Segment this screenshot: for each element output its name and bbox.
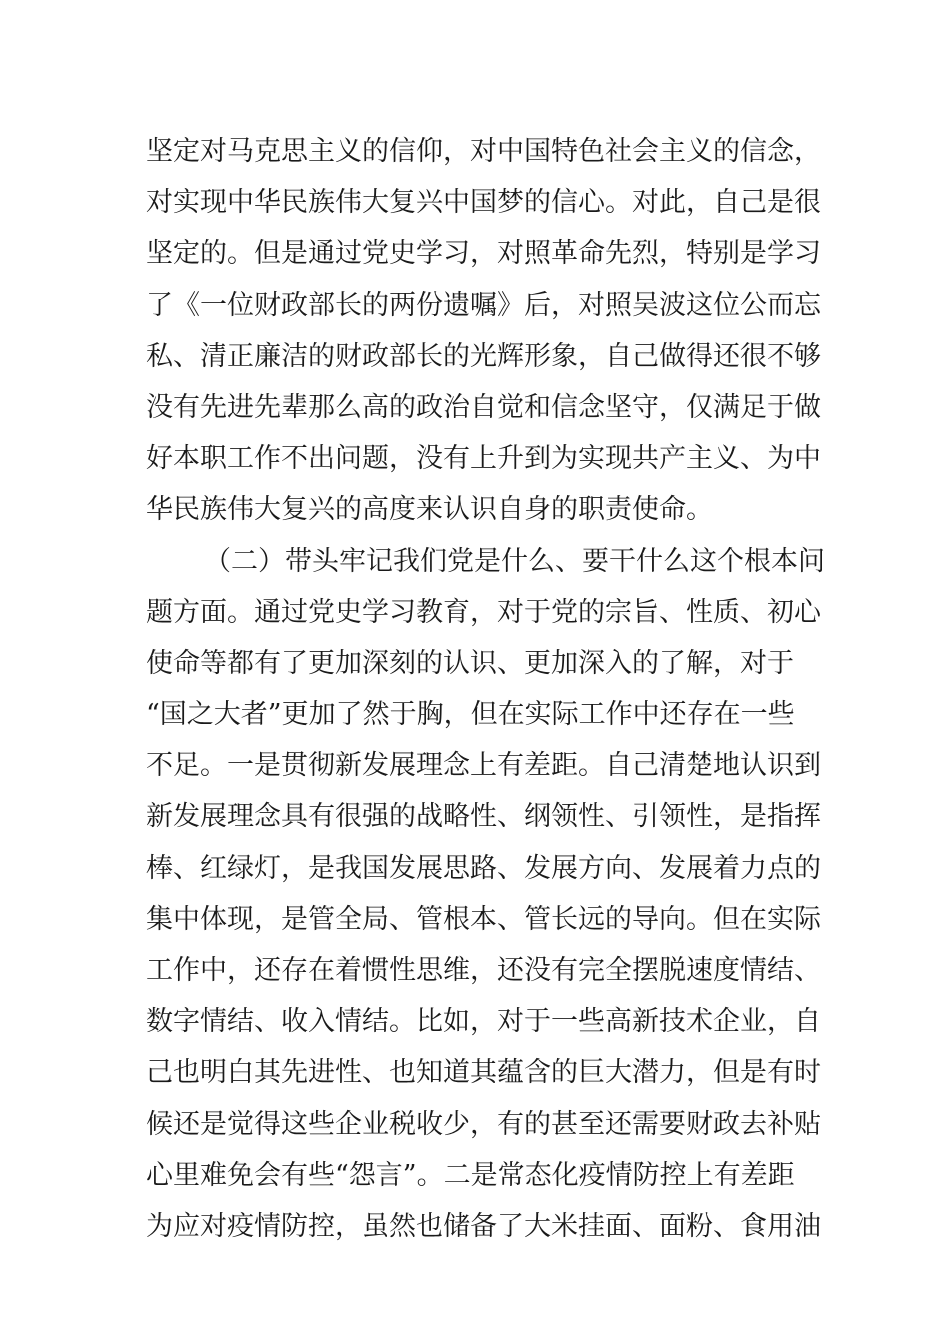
text-line: 好本职工作不出问题，没有上升到为实现共产主义、为中 (146, 443, 821, 475)
text-line: 候还是觉得这些企业税收少，有的甚至还需要财政去补贴 (146, 1108, 821, 1140)
text-line: 坚定对马克思主义的信仰，对中国特色社会主义的信念， (146, 136, 821, 167)
text-line: 华民族伟大复兴的高度来认识自身的职责使命。 (146, 494, 713, 526)
body-text (146, 126, 825, 1252)
text-line: 工作中，还存在着惯性思维，还没有完全摆脱速度情结、 (146, 955, 821, 986)
text-line: 坚定的。但是通过党史学习，对照革命先烈，特别是学习 (146, 238, 821, 270)
text-line: 对实现中华民族伟大复兴中国梦的信心。对此，自己是很 (146, 187, 821, 219)
text-line: 新发展理念具有很强的战略性、纲领性、引领性，是指挥 (146, 801, 821, 833)
text-line: 没有先进先辈那么高的政治自觉和信念坚守，仅满足于做 (146, 391, 821, 423)
text-line: 棒、红绿灯，是我国发展思路、发展方向、发展着力点的 (146, 852, 821, 884)
text-line: “国之大者”更加了然于胸，但在实际工作中还存在一些 (146, 699, 795, 731)
text-line: 不足。一是贯彻新发展理念上有差距。自己清楚地认识到 (146, 750, 821, 782)
text-line: 数字情结、收入情结。比如，对于一些高新技术企业，自 (146, 1006, 821, 1038)
text-line: 使命等都有了更加深刻的认识、更加深入的了解，对于 (146, 647, 794, 679)
text-line: 私、清正廉洁的财政部长的光辉形象，自己做得还很不够 (146, 340, 821, 372)
text-line: 己也明白其先进性、也知道其蕴含的巨大潜力，但是有时 (146, 1057, 821, 1089)
text-line: 心里难免会有些“怨言”。二是常态化疫情防控上有差距 (146, 1159, 795, 1191)
section-heading-line: （二）带头牢记我们党是什么、要干什么这个根本问 (204, 545, 825, 577)
text-line: 集中体现，是管全局、管根本、管长远的导向。但在实际 (146, 903, 821, 935)
text-line: 题方面。通过党史学习教育，对于党的宗旨、性质、初心 (146, 596, 821, 628)
text-line: 了《一位财政部长的两份遗嘱》后，对照吴波这位公而忘 (146, 289, 821, 321)
text-line: 为应对疫情防控，虽然也储备了大米挂面、面粉、食用油 (146, 1210, 821, 1242)
